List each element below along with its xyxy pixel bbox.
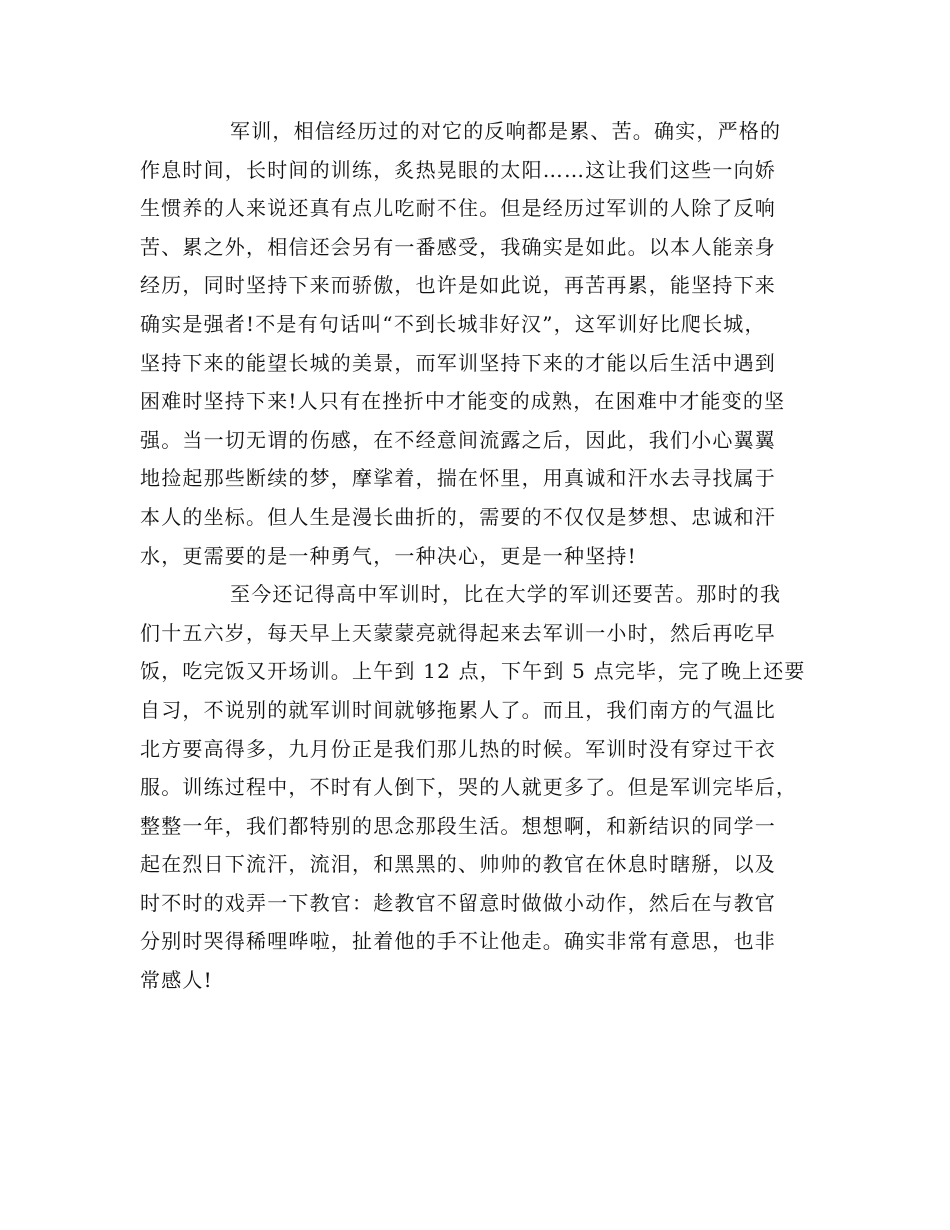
- paragraph-2: [140, 575, 812, 1000]
- paragraph-line: 们十五六岁，每天早上天蒙蒙亮就得起来去军训一小时，然后再吃早: [140, 620, 776, 645]
- paragraph-line: 坚持下来的能望长城的美景，而军训坚持下来的才能以后生活中遇到: [140, 350, 776, 375]
- paragraph-line: 服。训练过程中，不时有人倒下，哭的人就更多了。但是军训完毕后，: [140, 775, 798, 800]
- paragraph-line: 经历，同时坚持下来而骄傲，也许是如此说，再苦再累，能坚持下来: [140, 273, 776, 298]
- paragraph-line: 起在烈日下流汗，流泪，和黑黑的、帅帅的教官在休息时瞎掰，以及: [140, 852, 776, 877]
- paragraph-line: 整整一年，我们都特别的思念那段生活。想想啊，和新结识的同学一: [140, 813, 776, 838]
- paragraph-line: 强。当一切无谓的伤感，在不经意间流露之后，因此，我们小心翼翼: [140, 427, 776, 452]
- paragraph-line: 确实是强者!不是有句话叫“不到长城非好汉”，这军训好比爬长城，: [140, 311, 766, 336]
- paragraph-line: 作息时间，长时间的训练，炙热晃眼的太阳……这让我们这些一向娇: [140, 157, 776, 182]
- paragraph-line: 生惯养的人来说还真有点儿吃耐不住。但是经历过军训的人除了反响: [140, 196, 776, 221]
- paragraph-line: 自习，不说别的就军训时间就够拖累人了。而且，我们南方的气温比: [140, 697, 776, 722]
- paragraph-line: 本人的坐标。但人生是漫长曲折的，需要的不仅仅是梦想、忠诚和汗: [140, 504, 776, 529]
- paragraph-1: [140, 112, 812, 575]
- paragraph-line: 水，更需要的是一种勇气，一种决心，更是一种坚持!: [140, 543, 637, 568]
- document-body: [140, 112, 812, 1000]
- paragraph-line: 军训，相信经历过的对它的反响都是累、苦。确实，严格的: [230, 119, 782, 143]
- paragraph-line: 地捡起那些断续的梦，摩挲着，揣在怀里，用真诚和汗水去寻找属于: [140, 466, 776, 491]
- paragraph-line: 至今还记得高中军训时，比在大学的军训还要苦。那时的我: [230, 582, 782, 607]
- paragraph-line: 饭，吃完饭又开场训。上午到 12 点，下午到 5 点完毕，完了晚上还要: [140, 659, 806, 684]
- paragraph-line: 北方要高得多，九月份正是我们那儿热的时候。军训时没有穿过干衣: [140, 736, 776, 761]
- paragraph-line: 苦、累之外，相信还会另有一番感受，我确实是如此。以本人能亲身: [140, 234, 776, 259]
- paragraph-line: 时不时的戏弄一下教官：趁教官不留意时做做小动作，然后在与教官: [140, 890, 776, 915]
- paragraph-line: 分别时哭得稀哩哗啦，扯着他的手不让他走。确实非常有意思，也非: [140, 929, 776, 954]
- paragraph-line: 困难时坚持下来!人只有在挫折中才能变的成熟，在困难中才能变的坚: [140, 389, 786, 414]
- paragraph-line: 常感人!: [140, 968, 213, 993]
